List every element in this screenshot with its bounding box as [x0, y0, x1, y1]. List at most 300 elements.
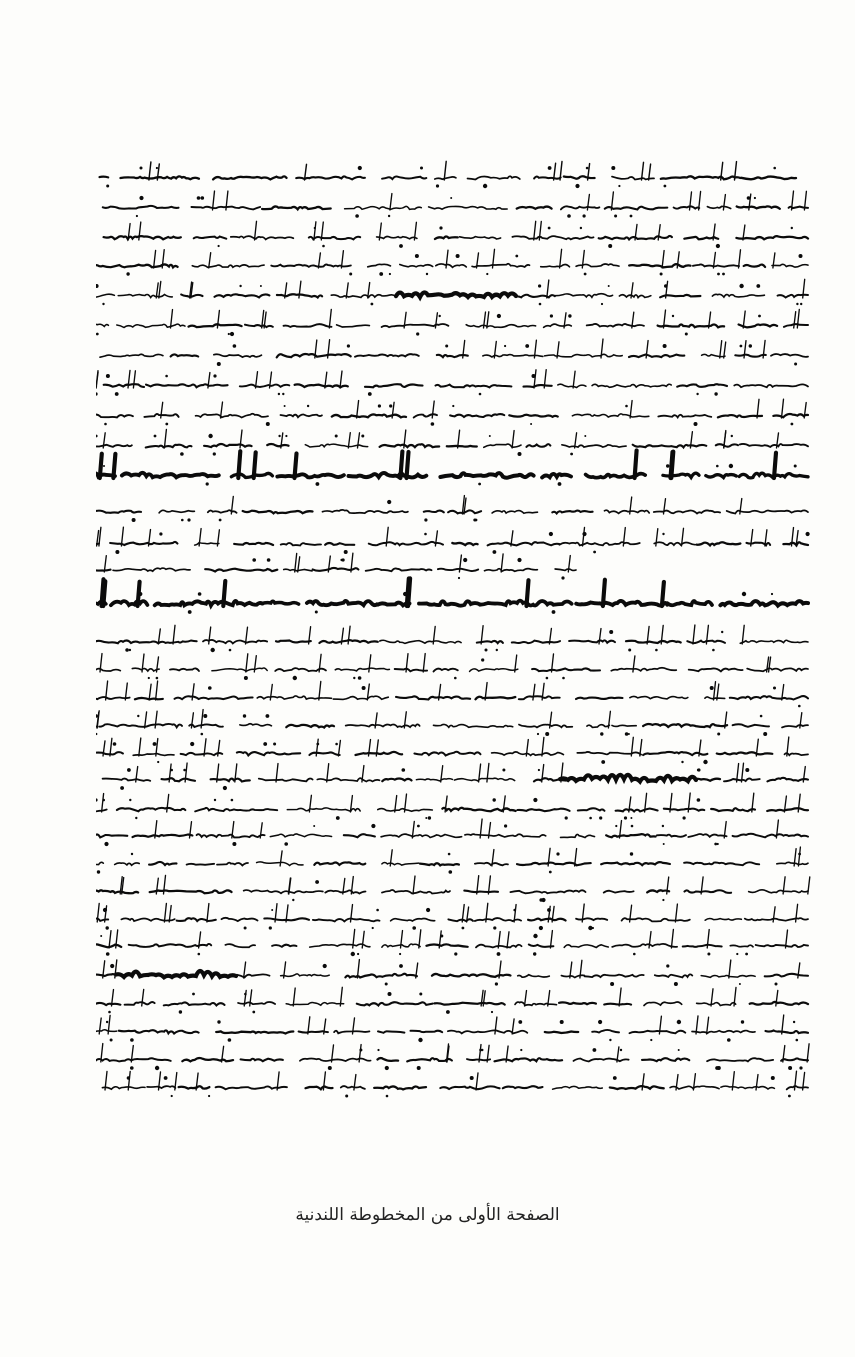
script-dot [485, 649, 488, 652]
script-word [314, 862, 365, 865]
script-word [440, 1086, 499, 1089]
script-ascender [527, 580, 529, 606]
script-dot [710, 686, 714, 690]
script-dot [530, 423, 532, 425]
script-dot [697, 768, 700, 771]
script-word [465, 834, 546, 837]
script-dot [539, 926, 543, 930]
script-dot [188, 610, 192, 614]
script-ascender [221, 402, 223, 418]
script-word [604, 891, 634, 893]
script-word [611, 668, 676, 671]
script-word [604, 1004, 631, 1005]
script-dot [389, 404, 392, 407]
script-word [436, 264, 467, 267]
script-dot [560, 1020, 564, 1024]
script-word [381, 834, 462, 837]
script-dot [449, 870, 453, 874]
script-word [541, 265, 570, 267]
script-dot [660, 273, 663, 276]
script-word [622, 918, 690, 921]
script-word [374, 1086, 426, 1089]
script-dot [96, 798, 98, 801]
script-dot [532, 374, 536, 378]
script-word [407, 1058, 452, 1061]
script-dot [153, 742, 157, 746]
script-word [561, 206, 600, 209]
script-dot [155, 1066, 159, 1070]
script-word [267, 444, 288, 446]
script-dot [335, 435, 338, 438]
script-word [766, 1031, 809, 1034]
script-word [215, 294, 270, 297]
script-dot [452, 405, 454, 407]
script-word [534, 177, 561, 179]
script-word [612, 944, 677, 947]
script-word [667, 601, 712, 605]
script-dot [269, 926, 272, 929]
script-dot [664, 185, 667, 188]
script-word [483, 355, 543, 357]
script-ascender [560, 162, 562, 181]
script-ascender [329, 309, 331, 328]
script-word [576, 918, 607, 920]
script-word [366, 568, 432, 571]
script-dot [794, 465, 797, 468]
script-dot [201, 733, 204, 736]
script-dot [399, 244, 403, 248]
script-dot [244, 993, 247, 996]
script-word [277, 354, 351, 357]
script-word [555, 569, 576, 571]
script-dot [239, 285, 241, 287]
script-word [658, 325, 725, 328]
script-dot [192, 993, 195, 996]
script-word [629, 264, 690, 267]
script-word [281, 543, 321, 545]
script-word [345, 974, 417, 978]
script-ascender [348, 626, 350, 644]
script-dot [533, 798, 537, 802]
script-word [96, 890, 138, 893]
script-dot [424, 518, 427, 521]
script-word [701, 975, 755, 977]
script-dot [132, 518, 136, 522]
script-word [492, 752, 564, 756]
script-word [355, 354, 419, 357]
script-word [262, 601, 299, 604]
script-word [733, 834, 808, 837]
script-dot [504, 345, 506, 347]
script-dot [463, 558, 467, 562]
script-dot [703, 760, 707, 764]
script-word [561, 834, 595, 837]
script-dot [316, 743, 319, 746]
script-word [177, 918, 216, 921]
script-dot [252, 558, 256, 562]
script-dot [545, 732, 549, 736]
script-dot [371, 303, 374, 306]
script-dot [721, 631, 723, 633]
script-dot [439, 226, 442, 229]
script-word [382, 324, 449, 327]
script-ascender [573, 371, 575, 388]
script-dot [322, 245, 325, 248]
script-word [333, 696, 388, 699]
script-dot [371, 824, 375, 828]
script-dot [791, 227, 793, 229]
script-word [663, 473, 699, 477]
script-word [561, 975, 584, 977]
script-dot [666, 964, 669, 967]
script-word [310, 944, 370, 947]
script-word [196, 414, 268, 418]
script-word [225, 944, 255, 947]
script-dot [106, 374, 110, 378]
script-word [785, 753, 809, 755]
script-ascender [407, 579, 409, 607]
script-dot [214, 799, 216, 801]
script-word [240, 724, 272, 726]
script-dot [674, 982, 678, 986]
script-word [702, 354, 725, 356]
script-word [750, 1002, 808, 1005]
script-word [435, 236, 458, 239]
script-dot [497, 314, 501, 318]
script-word [544, 324, 572, 327]
script-dot [106, 926, 109, 929]
script-dot [313, 825, 315, 827]
script-dot [583, 214, 586, 217]
script-dot [771, 593, 773, 595]
script-word [284, 324, 332, 327]
script-word [96, 640, 149, 643]
script-dot [496, 649, 498, 651]
script-word [787, 1086, 808, 1089]
script-word [545, 354, 623, 357]
script-dot [630, 817, 632, 819]
script-word [416, 779, 452, 781]
script-word [705, 697, 725, 699]
script-dot [165, 375, 168, 378]
script-dot [425, 817, 427, 819]
script-ascender [270, 684, 272, 700]
script-dot [278, 435, 280, 437]
script-dot [666, 464, 669, 467]
script-ascender [338, 740, 340, 756]
script-word [532, 668, 600, 671]
script-word [117, 808, 185, 811]
manuscript-facsimile [96, 150, 816, 1125]
script-word [695, 779, 720, 781]
script-word [259, 778, 313, 781]
script-word [721, 1086, 775, 1089]
script-word [564, 176, 595, 178]
script-dot [539, 303, 542, 306]
script-word [739, 324, 778, 327]
script-word [414, 752, 480, 756]
script-dot [568, 314, 571, 317]
script-dot [763, 732, 767, 736]
script-dot [589, 817, 592, 820]
script-dot [180, 452, 184, 456]
script-ascender [207, 904, 209, 923]
script-dot [165, 423, 168, 426]
script-dot [712, 649, 715, 652]
script-word [216, 1086, 287, 1089]
script-word [170, 668, 199, 671]
script-word [102, 1087, 145, 1089]
script-word [281, 414, 322, 417]
script-ascender [109, 931, 111, 948]
script-ascender [318, 253, 320, 268]
script-word [212, 668, 267, 671]
script-word [380, 640, 461, 643]
script-word [104, 236, 181, 239]
script-dot [445, 345, 448, 348]
script-dot [525, 344, 529, 348]
script-word [706, 475, 737, 478]
script-dot [402, 768, 406, 772]
script-ascender [649, 164, 651, 180]
script-dot [266, 422, 270, 426]
script-word [697, 542, 741, 545]
script-word [685, 890, 732, 893]
script-dot [440, 935, 443, 938]
script-dot [707, 953, 710, 956]
script-word [182, 1058, 233, 1061]
script-dot [106, 185, 109, 188]
script-dot [368, 392, 372, 396]
script-dot [722, 273, 725, 276]
script-dot [120, 786, 124, 790]
script-word [730, 945, 753, 947]
script-word [205, 569, 277, 572]
script-dot [282, 393, 284, 395]
script-word [192, 265, 264, 267]
script-dot [157, 761, 159, 763]
script-dot [481, 658, 484, 661]
script-dot [600, 732, 603, 735]
script-ascender [808, 877, 810, 894]
script-dot [260, 285, 262, 287]
script-word [654, 542, 695, 545]
script-word [240, 385, 289, 387]
script-ascender [675, 904, 677, 922]
script-dot [741, 1020, 744, 1023]
script-dot [798, 853, 801, 856]
script-ascender [662, 582, 664, 606]
script-word [524, 385, 552, 387]
script-word [121, 918, 174, 921]
margin-heading-mark [116, 971, 236, 977]
script-dot [454, 952, 457, 955]
script-dot [359, 1049, 362, 1052]
script-dot [130, 1038, 134, 1042]
script-dot [624, 816, 627, 819]
script-dot [771, 1076, 775, 1080]
script-dot [263, 742, 267, 746]
script-dot [625, 405, 628, 408]
script-dot [478, 483, 481, 486]
script-word [629, 355, 684, 358]
script-ascender [487, 763, 489, 782]
script-dot [102, 303, 104, 305]
script-ascender [156, 681, 158, 700]
script-dot [100, 935, 102, 937]
script-dot [357, 953, 359, 955]
script-dot [454, 677, 457, 680]
script-word [736, 236, 808, 239]
script-word [716, 444, 738, 446]
script-dot [417, 825, 420, 828]
script-dot [385, 983, 388, 986]
script-dot [323, 964, 327, 968]
script-word [733, 724, 769, 727]
script-ascender [246, 654, 248, 672]
script-dot [170, 769, 173, 772]
script-ascender [432, 401, 434, 418]
script-dot [104, 423, 107, 426]
script-dot [103, 465, 105, 467]
script-ascender [209, 253, 211, 268]
script-word [132, 668, 159, 671]
script-word [96, 265, 131, 267]
script-word [777, 862, 808, 864]
script-word [111, 601, 147, 605]
script-word [332, 414, 406, 417]
script-dot [399, 964, 403, 968]
script-dot [613, 1076, 617, 1080]
script-dot [625, 732, 629, 736]
script-dot [538, 769, 540, 771]
script-dot [584, 435, 586, 437]
script-dot [662, 825, 664, 827]
script-dot [611, 166, 615, 170]
script-dot [756, 284, 760, 288]
script-dot [745, 768, 749, 772]
script-word [133, 835, 193, 838]
script-word [558, 384, 586, 387]
script-word [382, 863, 419, 866]
script-word [657, 835, 686, 837]
script-dot [473, 519, 476, 522]
script-word [100, 354, 163, 357]
script-dot [358, 676, 362, 680]
manuscript-image [96, 150, 816, 1125]
script-word [378, 1058, 399, 1061]
script-ascender [167, 794, 169, 812]
script-word [515, 295, 555, 298]
script-dot [570, 453, 573, 456]
script-word [693, 264, 739, 266]
script-dot [599, 816, 602, 819]
script-word [238, 1002, 275, 1004]
script-word [512, 236, 593, 239]
script-dot [439, 315, 441, 317]
script-word [214, 354, 262, 357]
script-dot [800, 303, 802, 305]
script-word [272, 945, 296, 947]
script-ascender [444, 161, 446, 180]
script-word [309, 752, 339, 755]
script-word [587, 725, 610, 728]
script-word [400, 265, 433, 267]
script-word [96, 324, 108, 327]
script-dot [385, 1066, 389, 1070]
script-word [730, 696, 808, 699]
script-dot [493, 550, 497, 554]
script-ascender [714, 682, 716, 700]
script-dot [448, 853, 451, 856]
script-dot [739, 284, 743, 288]
script-ascender [390, 194, 392, 210]
script-dot [593, 551, 596, 554]
script-dot [252, 1011, 255, 1014]
script-word [331, 295, 396, 298]
script-dot [608, 285, 610, 287]
script-dot [794, 363, 797, 366]
script-word [189, 324, 242, 327]
script-dot [377, 1049, 379, 1051]
script-dot [388, 215, 390, 217]
script-word [740, 444, 808, 447]
script-dot [515, 255, 518, 258]
script-dot [361, 435, 364, 438]
script-ascender [133, 371, 135, 388]
script-word [237, 974, 270, 977]
script-ascender [256, 372, 258, 388]
script-word [562, 445, 626, 447]
script-word [419, 601, 480, 605]
script-word [740, 640, 808, 643]
script-dot [96, 284, 99, 288]
script-dot [399, 953, 401, 955]
script-word [576, 698, 623, 699]
script-dot [736, 953, 738, 955]
script-dot [618, 185, 620, 187]
script-dot [284, 842, 288, 846]
script-word [559, 542, 639, 545]
script-word [643, 724, 727, 727]
script-dot [561, 576, 564, 579]
script-dot [156, 167, 158, 169]
script-ascender [662, 251, 664, 268]
script-word [309, 237, 360, 240]
script-word [720, 601, 808, 605]
script-word [194, 237, 227, 239]
script-word [378, 1031, 404, 1033]
script-word [96, 511, 141, 513]
script-word [104, 384, 144, 387]
script-dot [663, 843, 665, 845]
script-word [96, 1003, 120, 1006]
script-dot [788, 1095, 791, 1098]
script-dot [139, 196, 143, 200]
script-dot [601, 760, 605, 764]
script-dot [418, 1038, 422, 1042]
script-word [460, 237, 501, 239]
script-dot [628, 649, 631, 652]
script-word [630, 696, 688, 699]
script-dot [694, 422, 698, 426]
script-dot [717, 273, 720, 276]
script-word [765, 974, 808, 977]
script-word [574, 1059, 629, 1062]
script-ascender [501, 554, 503, 572]
script-dot [740, 345, 743, 348]
script-word [378, 603, 410, 606]
